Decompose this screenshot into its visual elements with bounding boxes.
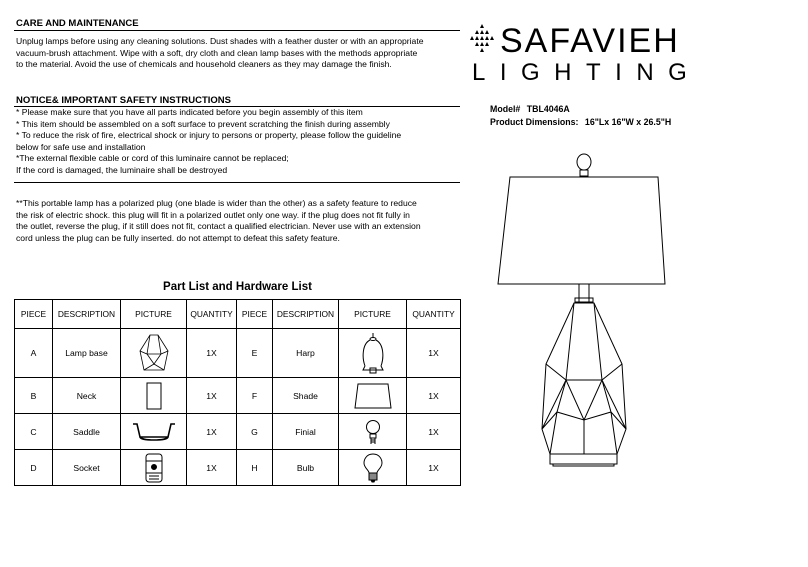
quantity-cell: 1X (187, 414, 237, 450)
header-cell: PICTURE (121, 300, 187, 329)
dimensions-value: 16"Lx 16"W x 26.5"H (584, 117, 672, 127)
dimensions-label: Product Dimensions: (490, 117, 579, 127)
brand-subtitle: LIGHTING (472, 59, 702, 86)
quantity-cell: 1X (407, 329, 461, 378)
model-label: Model# (490, 104, 521, 114)
lamp-finial-shape (577, 154, 591, 170)
piece-cell: C (15, 414, 53, 450)
description-cell: Finial (273, 414, 339, 450)
care-line: to the material. Avoid the use of chemicals and household cleaners as they may damage the finish. (16, 59, 392, 70)
lamp-finial-base-shape (580, 170, 588, 176)
brand-mark-icon (466, 24, 498, 58)
dimensions-line (490, 117, 671, 127)
quantity-cell: 1X (187, 378, 237, 414)
plug-line: the outlet, reverse the plug, if it still does not fit, contact a qualified electrician. Never use with an extension (16, 221, 421, 232)
table-row (15, 450, 461, 486)
piece-cell: G (237, 414, 273, 450)
piece-cell: D (15, 450, 53, 486)
care-line: vacuum-brush attachment. Wipe with a soft, dry cloth and clean lamp bases with the methods appropriate (16, 47, 418, 58)
lamp-neck-shape (579, 284, 589, 304)
header-cell: QUANTITY (187, 300, 237, 329)
notice-line: *The external flexible cable or cord of this luminaire cannot be replaced; (16, 153, 289, 164)
header-cell: PIECE (15, 300, 53, 329)
notice-heading: NOTICE& IMPORTANT SAFETY INSTRUCTIONS (16, 95, 231, 106)
header-cell: QUANTITY (407, 300, 461, 329)
notice-line: If the cord is damaged, the luminaire shall be destroyed (16, 164, 228, 175)
header-cell: DESCRIPTION (53, 300, 121, 329)
description-cell: Socket (53, 450, 121, 486)
table-row (15, 378, 461, 414)
header-cell: PIECE (237, 300, 273, 329)
quantity-cell: 1X (187, 329, 237, 378)
lamp-base-plate-shape (550, 454, 617, 464)
quantity-cell: 1X (187, 450, 237, 486)
table-row (15, 414, 461, 450)
header-cell: DESCRIPTION (273, 300, 339, 329)
notice-line: * To reduce the risk of fire, electrical shock or injury to persons or property, please follow the guideline (16, 130, 402, 141)
piece-cell: H (237, 450, 273, 486)
model-number: TBL4046A (526, 104, 570, 114)
description-cell: Shade (273, 378, 339, 414)
care-rule (14, 30, 460, 31)
harp-icon (358, 332, 388, 374)
neck-icon (146, 382, 162, 410)
table-row (15, 329, 461, 378)
plug-line: cord unless the plug can be fully inserted. do not attempt to defeat this safety feature. (16, 232, 340, 243)
notice-line: * This item should be assembled on a soft surface to prevent scratching the finish during assembly (16, 118, 390, 129)
description-cell: Neck (53, 378, 121, 414)
notice-text (16, 107, 466, 177)
lamp-collar-shape (575, 298, 593, 302)
lamp-base-icon (137, 334, 171, 372)
piece-cell: E (237, 329, 273, 378)
parts-header-row (15, 300, 461, 329)
quantity-cell: 1X (407, 450, 461, 486)
lamp-shade-shape (498, 177, 665, 284)
care-text (16, 36, 466, 71)
lamp-illustration (495, 150, 675, 480)
care-line: Unplug lamps before using any cleaning solutions. Dust shades with a feather duster or with an appropriate (16, 36, 424, 46)
shade-icon (353, 382, 393, 410)
description-cell: Lamp base (53, 329, 121, 378)
care-heading: CARE AND MAINTENANCE (16, 18, 139, 29)
notice-line: below for safe use and installation (16, 141, 146, 152)
description-cell: Harp (273, 329, 339, 378)
plug-text (16, 198, 466, 244)
description-cell: Bulb (273, 450, 339, 486)
quantity-cell: 1X (407, 414, 461, 450)
socket-icon (143, 453, 165, 483)
model-line (490, 104, 570, 114)
description-cell: Saddle (53, 414, 121, 450)
quantity-cell: 1X (407, 378, 461, 414)
notice-bottom-rule (14, 182, 460, 183)
brand-logo (466, 18, 702, 86)
finial-icon (364, 419, 382, 445)
piece-cell: F (237, 378, 273, 414)
piece-cell: B (15, 378, 53, 414)
saddle-icon (131, 421, 177, 443)
parts-table (14, 299, 461, 486)
brand-name: SAFAVIEH (500, 22, 680, 60)
parts-title: Part List and Hardware List (163, 281, 312, 293)
header-cell: PICTURE (339, 300, 407, 329)
plug-line: **This portable lamp has a polarized plug (one blade is wider than the other) as a safety feature to reduce (16, 198, 417, 208)
notice-line: * Please make sure that you have all parts indicated before you begin assembly of this item (16, 107, 363, 117)
piece-cell: A (15, 329, 53, 378)
plug-line: the risk of electric shock. this plug will fit in a polarized outlet only one way. if the plug does not fit fully in (16, 209, 410, 220)
bulb-icon (363, 453, 383, 483)
lamp-base-foot-shape (553, 464, 614, 466)
